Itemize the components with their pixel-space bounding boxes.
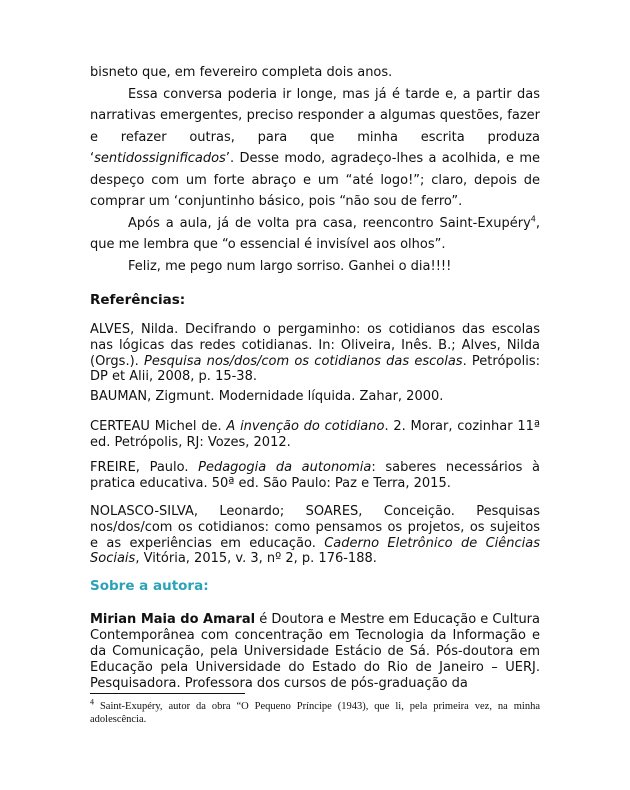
paragraph-2: Essa conversa poderia ir longe, mas já é tarde e, a partir das narrativas emergentes, preciso responder a algumas questões, fazer e refazer outras, para que minha escrita produza ‘sentidossignificados’. Desse modo, agradeço-lhes a acolhida, e me despeço com um forte abraço e um “até logo!”; claro, depois de comprar um ‘conjuntinho básico, pois “não sou de ferro”. bbox=[90, 86, 540, 209]
reference-bauman: BAUMAN, Zigmunt. Modernidade líquida. Zahar, 2000. bbox=[90, 389, 444, 404]
reference-certeau: CERTEAU Michel de. A invenção do cotidiano. 2. Morar, cozinhar 11ª ed. Petrópolis, RJ: Vozes, 2012. bbox=[90, 419, 540, 450]
about-heading: Sobre a autora: bbox=[90, 578, 209, 594]
paragraph-4: Feliz, me pego num largo sorriso. Ganhei o dia!!!! bbox=[128, 258, 452, 274]
reference-freire: FREIRE, Paulo. Pedagogia da autonomia: saberes necessários à pratica educativa. 50ª ed. São Paulo: Paz e Terra, 2015. bbox=[90, 460, 541, 491]
footnote-ref[interactable]: 4 bbox=[530, 214, 536, 224]
footnote-divider bbox=[90, 693, 245, 694]
references-heading: Referências: bbox=[90, 292, 186, 308]
author-name: Mirian Maia do Amaral bbox=[90, 612, 256, 627]
paragraph-3: Após a aula, já de volta pra casa, reencontro Saint-Exupéry$^4$, que me lembra que “o essencial é invisível aos olhos”. bbox=[90, 214, 540, 252]
reference-nolasco: NOLASCO-SILVA, Leonardo; SOARES, Conceição. Pesquisas nos/dos/com os cotidianos: como pensamos os projetos, os sujeitos e as experiências em educação. Caderno Eletrônico de Ciências Sociais, Vitória, 2015, v. 3, nº 2, p. 176-188. bbox=[90, 504, 540, 567]
about-author: Mirian Maia do Amaral é Doutora e Mestre em Educação e Cultura Contemporânea com concentração em Tecnologia da Informação e da Comunicação, pela Universidade Estácio de Sá. Pós-doutora em Educação pela Universidade do Estado do Rio de Janeiro – UERJ. Pesquisadora. Professora dos cursos de pós-graduação da bbox=[90, 612, 540, 691]
paragraph-1: bisneto que, em fevereiro completa dois anos. bbox=[90, 65, 393, 80]
body-text bbox=[90, 62, 540, 277]
reference-alves: ALVES, Nilda. Decifrando o pergaminho: os cotidianos das escolas nas lógicas das redes cotidianas. In: Oliveira, Inês. B.; Alves, Nilda (Orgs.). Pesquisa nos/dos/com os cotidianos das escolas. Petrópolis: DP et Alii, 2008, p. 15-38. bbox=[90, 322, 540, 385]
footnote: $^4$ Saint-Exupéry, autor da obra “O Pequeno Príncipe (1943), que li, pela primeira vez, na minha adolescência. bbox=[90, 697, 540, 725]
